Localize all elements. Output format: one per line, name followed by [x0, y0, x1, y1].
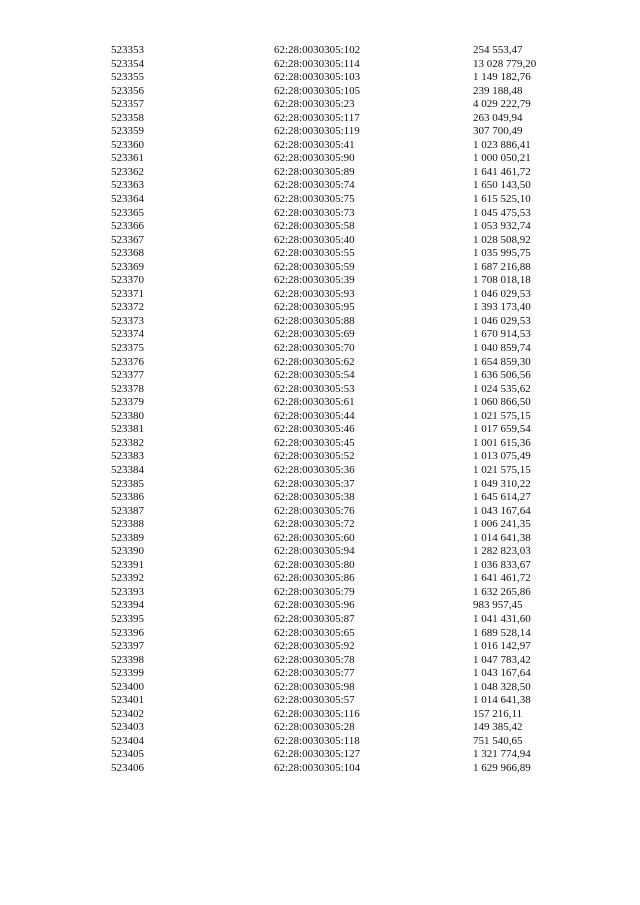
cadastral-number: 62:28:0030305:98 [274, 680, 355, 693]
cadastral-number: 62:28:0030305:103 [274, 71, 361, 84]
row-number: 523363 [111, 179, 144, 192]
row-number: 523391 [111, 558, 144, 571]
cadastral-number: 62:28:0030305:57 [274, 694, 355, 707]
cadastral-value: 254 553,47 [473, 44, 523, 56]
cadastral-value: 1 060 866,50 [473, 396, 531, 409]
row-number: 523395 [111, 612, 144, 625]
cadastral-value: 1 046 029,53 [473, 314, 531, 327]
cadastral-number: 62:28:0030305:78 [274, 653, 355, 666]
row-number: 523406 [111, 761, 144, 774]
row-number: 523384 [111, 463, 144, 476]
table-row [111, 98, 581, 112]
row-number: 523370 [111, 274, 144, 287]
row-number: 523404 [111, 734, 144, 747]
table-row [111, 410, 581, 424]
cadastral-value: 1 645 614,27 [473, 491, 531, 504]
cadastral-number: 62:28:0030305:93 [274, 287, 355, 300]
table-row [111, 735, 581, 749]
cadastral-number: 62:28:0030305:65 [274, 626, 355, 639]
table-row [111, 247, 581, 261]
cadastral-number: 62:28:0030305:61 [274, 396, 355, 409]
cadastral-value: 1 687 216,88 [473, 260, 531, 273]
row-number: 523398 [111, 653, 144, 666]
cadastral-number: 62:28:0030305:116 [274, 707, 360, 720]
row-number: 523355 [111, 71, 144, 84]
table-row [111, 464, 581, 478]
cadastral-number: 62:28:0030305:88 [274, 314, 355, 327]
table-row [111, 396, 581, 410]
row-number: 523374 [111, 328, 144, 341]
table-row [111, 44, 581, 58]
row-number: 523371 [111, 287, 144, 300]
table-row [111, 586, 581, 600]
cadastral-number: 62:28:0030305:39 [274, 274, 355, 287]
table-row [111, 654, 581, 668]
table-row [111, 139, 581, 153]
row-number: 523364 [111, 193, 144, 206]
cadastral-number: 62:28:0030305:92 [274, 640, 355, 653]
row-number: 523376 [111, 355, 144, 368]
cadastral-value: 1 014 641,38 [473, 531, 531, 544]
row-number: 523389 [111, 531, 144, 544]
row-number: 523380 [111, 409, 144, 422]
row-number: 523402 [111, 707, 144, 720]
row-number: 523368 [111, 247, 144, 260]
table-row [111, 274, 581, 288]
table-row [111, 532, 581, 546]
cadastral-value: 1 708 018,18 [473, 274, 531, 287]
row-number: 523367 [111, 233, 144, 246]
row-number: 523375 [111, 342, 144, 355]
cadastral-value: 1 393 173,40 [473, 301, 531, 314]
row-number: 523401 [111, 694, 144, 707]
row-number: 523396 [111, 626, 144, 639]
cadastral-number: 62:28:0030305:60 [274, 531, 355, 544]
table-row [111, 681, 581, 695]
cadastral-number: 62:28:0030305:89 [274, 165, 355, 178]
cadastral-value: 1 043 167,64 [473, 667, 531, 680]
row-number: 523359 [111, 125, 144, 138]
cadastral-number: 62:28:0030305:38 [274, 491, 355, 504]
table-row [111, 383, 581, 397]
cadastral-value: 1 615 525,10 [473, 193, 531, 206]
table-row [111, 288, 581, 302]
table-row [111, 301, 581, 315]
table-row [111, 545, 581, 559]
row-number: 523378 [111, 382, 144, 395]
row-number: 523358 [111, 111, 144, 124]
cadastral-value: 1 282 823,03 [473, 545, 531, 558]
cadastral-number: 62:28:0030305:70 [274, 342, 355, 355]
cadastral-number: 62:28:0030305:77 [274, 667, 355, 680]
cadastral-value: 1 048 328,50 [473, 680, 531, 693]
cadastral-value: 1 689 528,14 [473, 626, 531, 639]
cadastral-value: 13 028 779,20 [473, 57, 537, 70]
cadastral-value: 4 029 222,79 [473, 98, 531, 111]
cadastral-value: 1 024 535,62 [473, 382, 531, 395]
cadastral-value: 1 049 310,22 [473, 477, 531, 490]
row-number: 523387 [111, 504, 144, 517]
table-row [111, 220, 581, 234]
table-row [111, 356, 581, 370]
row-number: 523356 [111, 84, 144, 97]
cadastral-value: 1 035 995,75 [473, 247, 531, 260]
table-row [111, 450, 581, 464]
cadastral-value: 307 700,49 [473, 125, 523, 138]
cadastral-number: 62:28:0030305:105 [274, 84, 361, 97]
table-row [111, 85, 581, 99]
row-number: 523393 [111, 585, 144, 598]
cadastral-number: 62:28:0030305:23 [274, 98, 355, 111]
cadastral-number: 62:28:0030305:118 [274, 734, 360, 747]
cadastral-number: 62:28:0030305:127 [274, 748, 361, 761]
row-number: 523394 [111, 599, 144, 612]
cadastral-number: 62:28:0030305:54 [274, 369, 355, 382]
cadastral-value: 1 043 167,64 [473, 504, 531, 517]
cadastral-number: 62:28:0030305:96 [274, 599, 355, 612]
row-number: 523353 [111, 44, 144, 56]
cadastral-number: 62:28:0030305:55 [274, 247, 355, 260]
row-number: 523382 [111, 436, 144, 449]
cadastral-value: 1 017 659,54 [473, 423, 531, 436]
cadastral-number: 62:28:0030305:95 [274, 301, 355, 314]
row-number: 523365 [111, 206, 144, 219]
row-number: 523369 [111, 260, 144, 273]
row-number: 523377 [111, 369, 144, 382]
row-number: 523362 [111, 165, 144, 178]
cadastral-value: 1 000 050,21 [473, 152, 531, 165]
cadastral-value: 983 957,45 [473, 599, 523, 612]
table-row [111, 613, 581, 627]
cadastral-value: 1 654 859,30 [473, 355, 531, 368]
table-row [111, 193, 581, 207]
table-row [111, 58, 581, 72]
cadastral-number: 62:28:0030305:104 [274, 761, 361, 774]
cadastral-value: 1 632 265,86 [473, 585, 531, 598]
cadastral-number: 62:28:0030305:117 [274, 111, 360, 124]
cadastral-number: 62:28:0030305:75 [274, 193, 355, 206]
table-row [111, 234, 581, 248]
cadastral-number: 62:28:0030305:90 [274, 152, 355, 165]
cadastral-value: 1 016 142,97 [473, 640, 531, 653]
cadastral-value: 1 028 508,92 [473, 233, 531, 246]
cadastral-value: 1 670 914,53 [473, 328, 531, 341]
cadastral-value: 1 047 783,42 [473, 653, 531, 666]
cadastral-value: 1 001 615,36 [473, 436, 531, 449]
cadastral-value: 1 321 774,94 [473, 748, 531, 761]
table-row [111, 315, 581, 329]
cadastral-number: 62:28:0030305:119 [274, 125, 360, 138]
cadastral-number: 62:28:0030305:46 [274, 423, 355, 436]
cadastral-number: 62:28:0030305:41 [274, 138, 355, 151]
row-number: 523383 [111, 450, 144, 463]
table-row [111, 762, 581, 776]
table-row [111, 369, 581, 383]
row-number: 523385 [111, 477, 144, 490]
row-number: 523403 [111, 721, 144, 734]
cadastral-number: 62:28:0030305:73 [274, 206, 355, 219]
row-number: 523386 [111, 491, 144, 504]
table-row [111, 423, 581, 437]
cadastral-number: 62:28:0030305:59 [274, 260, 355, 273]
cadastral-value: 1 650 143,50 [473, 179, 531, 192]
cadastral-number: 62:28:0030305:37 [274, 477, 355, 490]
cadastral-number: 62:28:0030305:79 [274, 585, 355, 598]
cadastral-number: 62:28:0030305:94 [274, 545, 355, 558]
table-row [111, 261, 581, 275]
table-row [111, 667, 581, 681]
table-row [111, 166, 581, 180]
cadastral-value: 1 023 886,41 [473, 138, 531, 151]
cadastral-value: 157 216,11 [473, 707, 523, 720]
cadastral-number: 62:28:0030305:86 [274, 572, 355, 585]
cadastral-number: 62:28:0030305:76 [274, 504, 355, 517]
row-number: 523366 [111, 220, 144, 233]
cadastral-number: 62:28:0030305:58 [274, 220, 355, 233]
row-number: 523392 [111, 572, 144, 585]
table-row [111, 572, 581, 586]
row-number: 523397 [111, 640, 144, 653]
row-number: 523360 [111, 138, 144, 151]
cadastral-number: 62:28:0030305:102 [274, 44, 361, 56]
table-row [111, 71, 581, 85]
table-row [111, 152, 581, 166]
cadastral-value: 239 188,48 [473, 84, 523, 97]
table-row [111, 640, 581, 654]
cadastral-value: 1 641 461,72 [473, 165, 531, 178]
cadastral-value: 1 036 833,67 [473, 558, 531, 571]
row-number: 523390 [111, 545, 144, 558]
cadastral-value: 1 636 506,56 [473, 369, 531, 382]
cadastral-number: 62:28:0030305:72 [274, 518, 355, 531]
cadastral-number: 62:28:0030305:44 [274, 409, 355, 422]
cadastral-number: 62:28:0030305:80 [274, 558, 355, 571]
table-row [111, 491, 581, 505]
row-number: 523373 [111, 314, 144, 327]
cadastral-number: 62:28:0030305:74 [274, 179, 355, 192]
cadastral-number: 62:28:0030305:87 [274, 612, 355, 625]
cadastral-value: 1 149 182,76 [473, 71, 531, 84]
table-row [111, 328, 581, 342]
cadastral-value: 1 041 431,60 [473, 612, 531, 625]
table-row [111, 721, 581, 735]
cadastral-value: 1 013 075,49 [473, 450, 531, 463]
cadastral-number: 62:28:0030305:36 [274, 463, 355, 476]
table-row [111, 342, 581, 356]
cadastral-number: 62:28:0030305:45 [274, 436, 355, 449]
cadastral-value: 263 049,94 [473, 111, 523, 124]
cadastral-value: 1 053 932,74 [473, 220, 531, 233]
row-number: 523381 [111, 423, 144, 436]
table-row [111, 125, 581, 139]
cadastral-value: 1 629 966,89 [473, 761, 531, 774]
row-number: 523354 [111, 57, 144, 70]
cadastral-value: 1 006 241,35 [473, 518, 531, 531]
table-row [111, 599, 581, 613]
table-row [111, 437, 581, 451]
table-row [111, 478, 581, 492]
cadastral-value: 1 641 461,72 [473, 572, 531, 585]
table-row [111, 748, 581, 762]
cadastral-number: 62:28:0030305:53 [274, 382, 355, 395]
cadastral-value: 1 045 475,53 [473, 206, 531, 219]
table-row [111, 518, 581, 532]
cadastral-value: 1 014 641,38 [473, 694, 531, 707]
cadastral-value: 1 040 859,74 [473, 342, 531, 355]
table-row [111, 505, 581, 519]
table-row [111, 179, 581, 193]
cadastral-number: 62:28:0030305:40 [274, 233, 355, 246]
cadastral-value: 1 021 575,15 [473, 463, 531, 476]
row-number: 523361 [111, 152, 144, 165]
cadastral-number: 62:28:0030305:28 [274, 721, 355, 734]
table-row [111, 207, 581, 221]
table-row [111, 559, 581, 573]
cadastral-value: 1 021 575,15 [473, 409, 531, 422]
row-number: 523400 [111, 680, 144, 693]
cadastral-number: 62:28:0030305:69 [274, 328, 355, 341]
table-row [111, 708, 581, 722]
cadastral-value: 149 385,42 [473, 721, 523, 734]
row-number: 523379 [111, 396, 144, 409]
row-number: 523399 [111, 667, 144, 680]
cadastral-value-table [111, 44, 581, 776]
table-row [111, 627, 581, 641]
cadastral-number: 62:28:0030305:52 [274, 450, 355, 463]
row-number: 523357 [111, 98, 144, 111]
table-row [111, 694, 581, 708]
row-number: 523405 [111, 748, 144, 761]
cadastral-number: 62:28:0030305:114 [274, 57, 360, 70]
row-number: 523388 [111, 518, 144, 531]
cadastral-value: 1 046 029,53 [473, 287, 531, 300]
row-number: 523372 [111, 301, 144, 314]
cadastral-number: 62:28:0030305:62 [274, 355, 355, 368]
table-row [111, 112, 581, 126]
cadastral-value: 751 540,65 [473, 734, 523, 747]
